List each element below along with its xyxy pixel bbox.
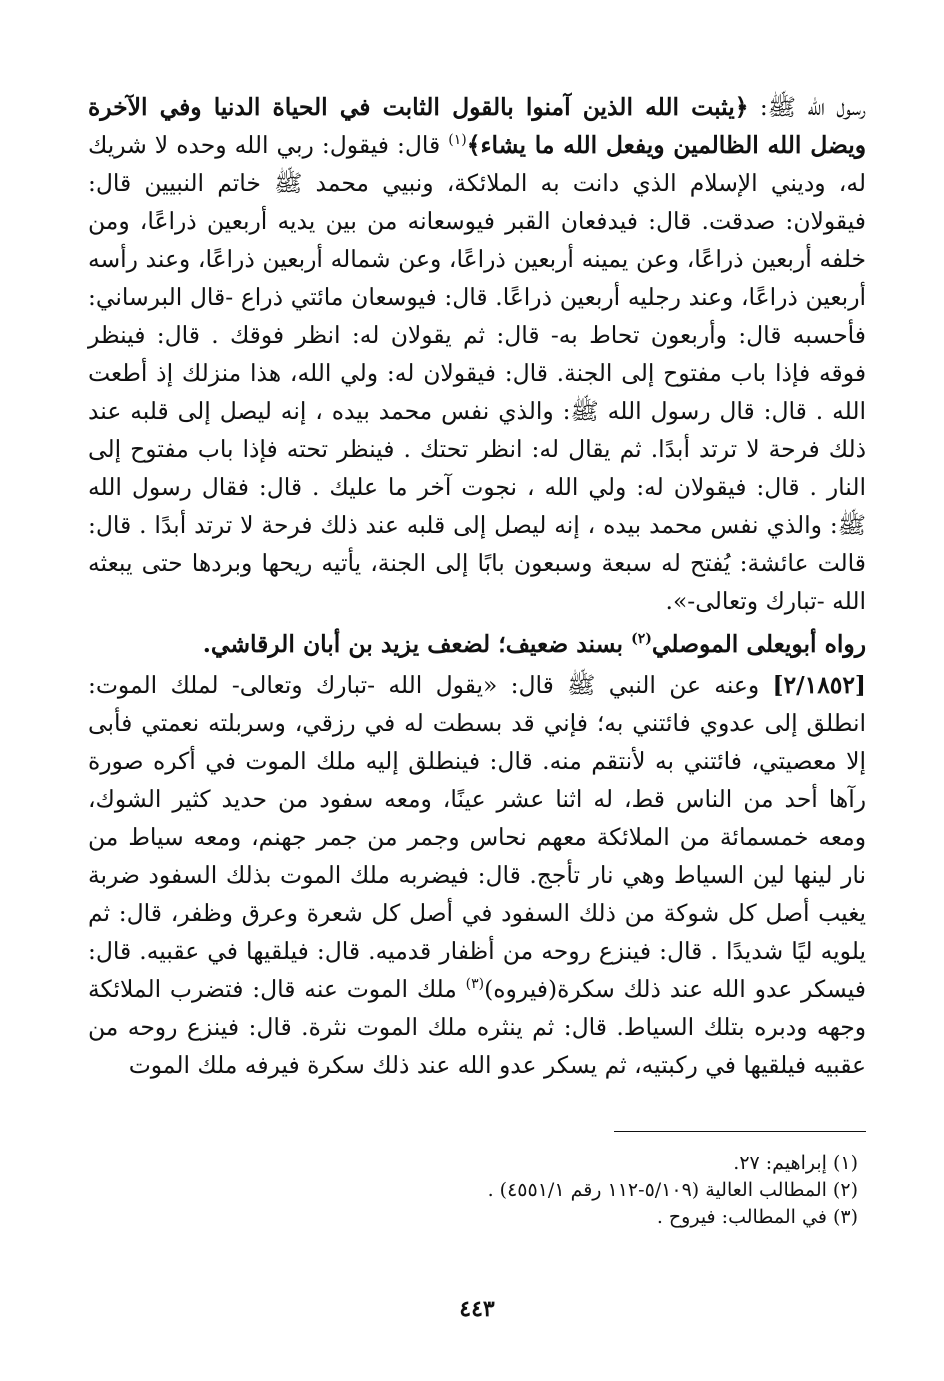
main-text	[88, 88, 866, 1084]
quran-verse: ﴿يثبت الله الذين آمنوا بالقول الثابت في الحياة الدنيا وفي الآخرة ويضل الله الظالمين ويفعل الله ما يشاء﴾	[88, 93, 867, 159]
hadith-number: [٢/١٨٥٢]	[772, 671, 866, 699]
paragraph-body: قال: فيقول: ربي الله وحده لا شريك له، وديني الإسلام الذي دانت به الملائكة، ونبيي محمد ﷺ خاتم النبيين قال: فيقولان: صدقت. قال: فيدفعان القبر فيوسعانه من بين يديه أربعين ذراعًا، ومن خلفه أربعين ذراعًا، وعن يمينه أربعين ذراعًا، وعن شماله أربعين ذراعًا، وعند رأسه أربعين ذراعًا، وعند رجليه أربعين ذراعًا. قال: فيوسعان مائتي ذراع -قال البرساني: فأحسبه قال: وأربعون تحاط به- قال: ثم يقولان له: انظر فوقك . قال: فينظر فوقه فإذا باب مفتوح إلى الجنة. قال: فيقولان له: ولي الله، هذا منزلك إذ أطعت الله . قال: قال رسول الله ﷺ: والذي نفس محمد بيده ، إنه ليصل إلى قلبه عند ذلك فرحة لا ترتد أبدًا. ثم يقال له: انظر تحتك . فينظر تحته فإذا باب مفتوح إلى النار . قال: فيقولان له: ولي الله ، نجوت آخر ما عليك . قال: فقال رسول الله ﷺ: والذي نفس محمد بيده ، إنه ليصل إلى قلبه عند ذلك فرحة لا ترتد أبدًا . قال: قالت عائشة: يُفتح له سبعة وسبعون بابًا إلى الجنة، يأتيه ريحها وبردها حتى يبعثه الله -تبارك وتعالى-».	[88, 131, 866, 615]
footnote-separator	[614, 1131, 866, 1132]
source-attribution	[88, 624, 866, 664]
footnote-ref-2: (٢)	[631, 631, 652, 648]
paragraph-hadith-2	[88, 666, 866, 1084]
page-number: ٤٤٣	[459, 1296, 495, 1322]
paragraph-body-a: وعنه عن النبي ﷺ قال: «يقول الله -تبارك وتعالى- لملك الموت: انطلق إلى عدوي فائتني به؛ فإني قد بسطت له في رزقي، وسربلته نعمتي فأبى إلا معصيتي، فائتني به لأنتقم منه. قال: فينطلق إليه ملك الموت في أكره صورة رآها أحد من الناس قط، له اثنا عشر عينًا، ومعه سفود من حديد كثير الشوك، ومعه خمسمائة من الملائكة معهم نحاس وجمر من جمر جهنم، ومعه سياط من نار لينها لين السياط وهي نار تأجج. قال: فيضربه ملك الموت بذلك السفود ضربة يغيب أصل كل شوكة من ذلك السفود في أصل كل شعرة وعرق وظفر، قال: ثم يلويه ليًا شديدًا . قال: فينزع روحه من أظفار قدميه. قال: فيلقيها في عقبيه. قال: فيسكر عدو الله عند ذلك سكرة(فيروه)	[88, 671, 866, 1003]
source-pre: رواه أبويعلى الموصلي	[651, 630, 866, 658]
paragraph-lead: رسول الله ﷺ:	[748, 93, 866, 121]
source-post: بسند ضعيف؛ لضعف يزيد بن أبان الرقاشي.	[202, 630, 632, 658]
footnote-ref-3: (٣)	[465, 976, 485, 993]
paragraph-body-b: ملك الموت عنه قال: فتضرب الملائكة وجهه ودبره بتلك السياط. قال: ثم ينثره ملك الموت نثرة. قال: فينزع روحه من عقبيه فيلقيها في ركبتيه، ثم يسكر عدو الله عند ذلك سكرة فيرفه ملك الموت	[88, 975, 866, 1079]
footnote-2: (٢) المطالب العالية (٥/١٠٩-١١٢ رقم ٤٥٥١/١) .	[487, 1179, 858, 1201]
footnote-1: (١) إبراهيم: ٢٧.	[733, 1152, 858, 1174]
paragraph-hadith-1	[88, 88, 866, 620]
page	[88, 88, 867, 1322]
footnotes	[88, 1150, 858, 1231]
footnote-ref-1: (١)	[448, 132, 467, 149]
footnote-3: (٣) في المطالب: فيروح .	[656, 1206, 858, 1228]
